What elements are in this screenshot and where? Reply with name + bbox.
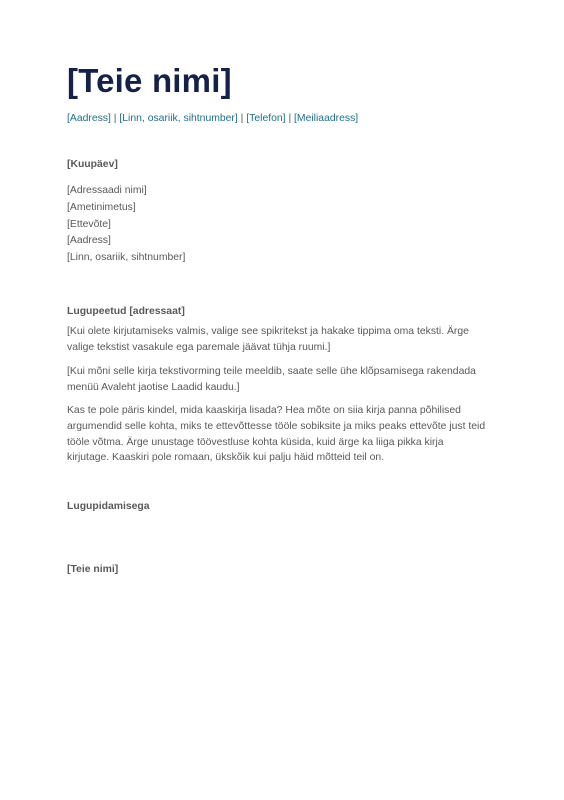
body-paragraph-1[interactable]: [Kui olete kirjutamiseks valmis, valige see spikritekst ja hakake tippima oma teksti. Ärge valige tekstist vasakule ega paremale jäävat tühja ruumi.] <box>67 326 469 353</box>
body-paragraph-3[interactable]: Kas te pole päris kindel, mida kaaskirja lisada? Hea mõte on siia kirja panna põhilised argumendid selle kohta, miks te ettevõttesse tööle sobiksite ja miks peaks ettevõte just teid tööle võtma. Ärge unustage töövestluse kohta küsida, kuid ärge ka liiga pikka kirja kirjutage. Kaaskiri pole romaan, ükskõik kui palju häid mõtteid teil on. <box>67 405 486 464</box>
contact-separator: | <box>285 113 295 124</box>
contact-separator: | <box>110 113 120 124</box>
recipient-block <box>67 183 185 267</box>
recipient-address[interactable]: [Aadress] <box>67 235 111 247</box>
signature-name[interactable]: [Teie nimi] <box>67 564 119 575</box>
contact-phone[interactable]: [Telefon] <box>246 113 286 124</box>
salutation[interactable]: Lugupeetud [adressaat] <box>67 306 185 317</box>
recipient-city[interactable]: [Linn, osariik, sihtnumber] <box>67 252 186 264</box>
recipient-name[interactable]: [Adressaadi nimi] <box>67 185 147 196</box>
contact-line <box>67 113 358 124</box>
contact-email[interactable]: [Meiliaadress] <box>294 113 359 124</box>
contact-separator: | <box>237 113 247 124</box>
contact-city[interactable]: [Linn, osariik, sihtnumber] <box>119 113 238 124</box>
recipient-title[interactable]: [Ametinimetus] <box>67 201 136 213</box>
closing[interactable]: Lugupidamisega <box>67 501 150 512</box>
letter-date[interactable]: [Kuupäev] <box>67 159 118 170</box>
body-paragraph-2[interactable]: [Kui mõni selle kirja tekstivorming teile meeldib, saate selle ühe klõpsamisega rakendada menüü Avaleht jaotise Laadid kaudu.] <box>67 366 476 393</box>
recipient-company[interactable]: [Ettevõte] <box>67 218 111 230</box>
sender-name[interactable]: [Teie nimi] <box>67 62 232 99</box>
contact-address[interactable]: [Aadress] <box>67 113 111 124</box>
